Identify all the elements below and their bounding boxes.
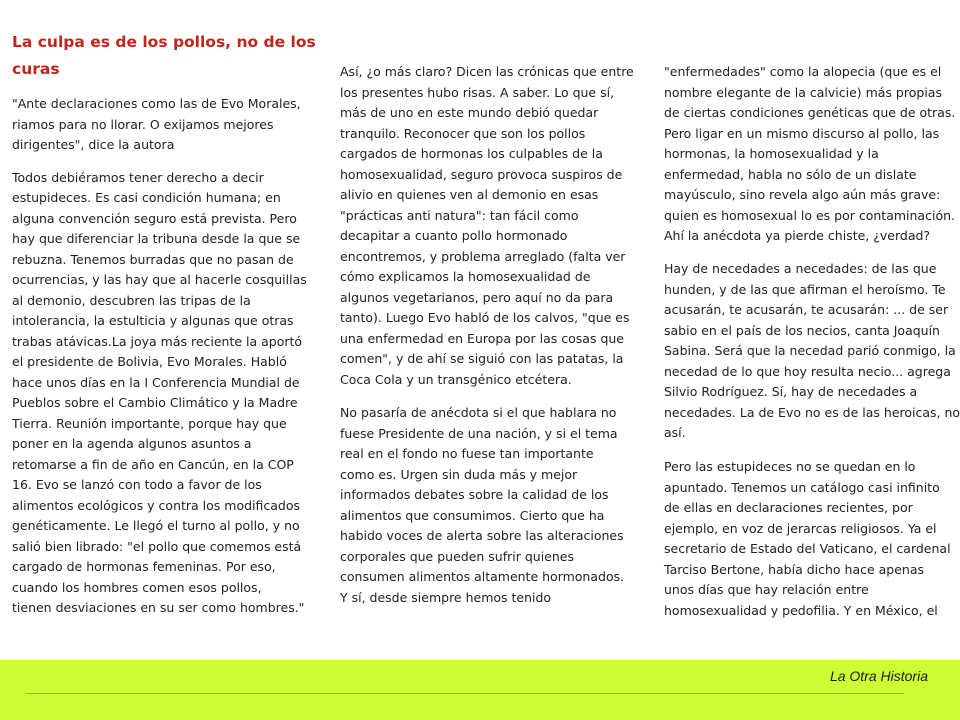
body-text-line: cargados de hormonas los culpables de la [340, 146, 603, 161]
body-text-line: apuntado. Tenemos un catálogo casi infinito [664, 480, 940, 495]
body-text-line: retomarse a fin de año en Cancún, en la COP [12, 457, 294, 472]
body-text-line: salió bien librado: "el pollo que comemos está [12, 539, 302, 554]
body-text-line: 16. Evo se lanzó con todo a favor de los [12, 477, 262, 492]
body-text-line: encontremos, y problema arreglado (falta ver [340, 249, 626, 264]
body-text-line: habido voces de alerta sobre las alteraciones [340, 528, 624, 543]
body-text-line: Todos debiéramos tener derecho a decir [12, 170, 264, 185]
body-text-line: No pasaría de anécdota si el que hablara no [340, 405, 617, 420]
body-text-line: Tierra. Reunión importante, porque hay que [12, 416, 287, 431]
body-text-line: Así, ¿o más claro? Dicen las crónicas que entre [340, 64, 634, 79]
body-text-line: el presidente de Bolivia, Evo Morales. Habló [12, 354, 287, 369]
body-text-line: al demonio, descubren las tripas de la [12, 293, 251, 308]
body-text-line: "enfermedades" como la alopecia (que es el [664, 64, 942, 79]
subtitle-line: "Ante declaraciones como las de Evo Morales, [12, 96, 301, 111]
body-text-line: más de uno en este mundo debió quedar [340, 105, 599, 120]
body-text-line: de ellas en declaraciones recientes, por [664, 500, 913, 515]
body-text-line: nombre elegante de la calvicie) más propias [664, 85, 942, 100]
body-text-line: informados debates sobre la calidad de los [340, 487, 609, 502]
body-text-line: consumen alimentos altamente hormonados. [340, 569, 625, 584]
body-text-line: intolerancia, la estulticia y algunas que otras [12, 313, 294, 328]
body-text-line: ejemplo, en voz de jerarcas religiosos. Ya el [664, 521, 937, 536]
body-text-line: alivio en quienes ven al demonio en esas [340, 187, 599, 202]
body-text-line: alimentos ecológicos y contra los modificados [12, 498, 301, 513]
body-text-line: tranquilo. Reconocer que son los pollos [340, 126, 586, 141]
body-text-line: trabas atávicas.La joya más reciente la aportó [12, 334, 303, 349]
body-text-line: necedad de lo que hoy resulta necio... agrega [664, 364, 951, 379]
body-text-line: Ahí la anécdota ya pierde chiste, ¿verdad? [664, 228, 931, 243]
body-text-line: comen", y de ahí se siguió con las patatas, la [340, 351, 624, 366]
body-text-line: Y sí, desde siempre hemos tenido [340, 590, 552, 605]
footer-bar [0, 660, 960, 720]
body-text-line: real en el fondo no fuese tan importante [340, 446, 594, 461]
body-text-line: sabio en el país de los necios, canta Joaquín [664, 323, 940, 338]
body-text-line: ocurrencias, y las hay que al hacerle cosquillas [12, 272, 307, 287]
article-title-line: La culpa es de los pollos, no de los [12, 33, 316, 51]
body-text-line: los presentes hubo risas. A saber. Lo que sí, [340, 85, 615, 100]
body-text-line: Coca Cola y un transgénico etcétera. [340, 372, 572, 387]
body-text-line: rebuzna. Tenemos burradas que no pasan de [12, 252, 294, 267]
body-text-line: secretario de Estado del Vaticano, el cardenal [664, 541, 951, 556]
body-text-line: acusarán, te acusarán, te acusarán: ... de ser [664, 302, 949, 317]
body-text-line: Silvio Rodríguez. Sí, hay de necedades a [664, 384, 918, 399]
body-text-line: alimentos que consumimos. Cierto que ha [340, 508, 605, 523]
body-text-line: Pueblos sobre el Cambio Climático y la Madre [12, 395, 298, 410]
subtitle-line: riamos para no llorar. O exijamos mejores [12, 117, 274, 132]
body-text-line: como es. Urgen sin duda más y mejor [340, 467, 578, 482]
body-text-line: "prácticas anti natura": tan fácil como [340, 208, 579, 223]
body-text-line: genéticamente. Le llegó el turno al pollo, y no [12, 518, 300, 533]
body-text-line: Tarciso Bertone, había dicho hace apenas [664, 562, 925, 577]
body-text-line: fuese Presidente de una nación, y si el tema [340, 426, 618, 441]
body-text-line: cómo explicamos la homosexualidad de [340, 269, 591, 284]
subtitle-line: dirigentes", dice la autora [12, 137, 175, 152]
body-text-line: cargado de hormonas femeninas. Por eso, [12, 559, 276, 574]
body-text-line: mayúsculo, sino revela algo aún más grave: [664, 187, 941, 202]
body-text-line: Pero ligar en un mismo discurso al pollo, las [664, 126, 940, 141]
body-text-line: unos días que hay relación entre [664, 582, 869, 597]
article-title-line: curas [12, 60, 60, 78]
body-text-line: Sabina. Será que la necedad parió conmigo, la [664, 343, 956, 358]
body-text-line: Pero las estupideces no se quedan en lo [664, 459, 916, 474]
body-text-line: tanto). Luego Evo habló de los calvos, "que es [340, 310, 630, 325]
body-text-line: quien es homosexual lo es por contaminación. [664, 208, 955, 223]
footer-label: La Otra Historia [829, 668, 928, 684]
body-text-line: necedades. La de Evo no es de las heroicas, no [664, 405, 960, 420]
body-text-line: así. [664, 425, 686, 440]
body-text-line: hunden, y de las que afirman el heroísmo. Te [664, 282, 946, 297]
body-text-line: decapitar a cuanto pollo hormonado [340, 228, 568, 243]
body-text-line: alguna convención seguro está prevista. Pero [12, 211, 297, 226]
body-text-line: estupideces. Es casi condición humana; en [12, 190, 281, 205]
body-text-line: hormonas, la homosexualidad y la [664, 146, 879, 161]
body-text-line: tienen desviaciones en su ser como hombres." [12, 600, 305, 615]
footer-divider [26, 693, 904, 694]
body-text-line: una enfermedad en Europa por las cosas que [340, 331, 624, 346]
body-text-line: corporales que pueden sufrir quienes [340, 549, 574, 564]
body-text-line: de ciertas condiciones genéticas que de otras. [664, 105, 956, 120]
body-text-line: homosexualidad y pedofilia. Y en México, el [664, 603, 938, 618]
body-text-line: hay que diferenciar la tribuna desde la que se [12, 231, 301, 246]
body-text-line: algunos vegetarianos, pero aquí no da para [340, 290, 614, 305]
body-text-line: enfermedad, habla no sólo de un dislate [664, 167, 917, 182]
body-text-line: cuando los hombres comen esos pollos, [12, 580, 262, 595]
body-text-line: homosexualidad, seguro provoca suspiros de [340, 167, 623, 182]
body-text-line: poner en la agenda algunos asuntos a [12, 436, 252, 451]
body-text-line: Hay de necedades a necedades: de las que [664, 261, 937, 276]
body-text-line: hace unos días en la I Conferencia Mundial de [12, 375, 300, 390]
